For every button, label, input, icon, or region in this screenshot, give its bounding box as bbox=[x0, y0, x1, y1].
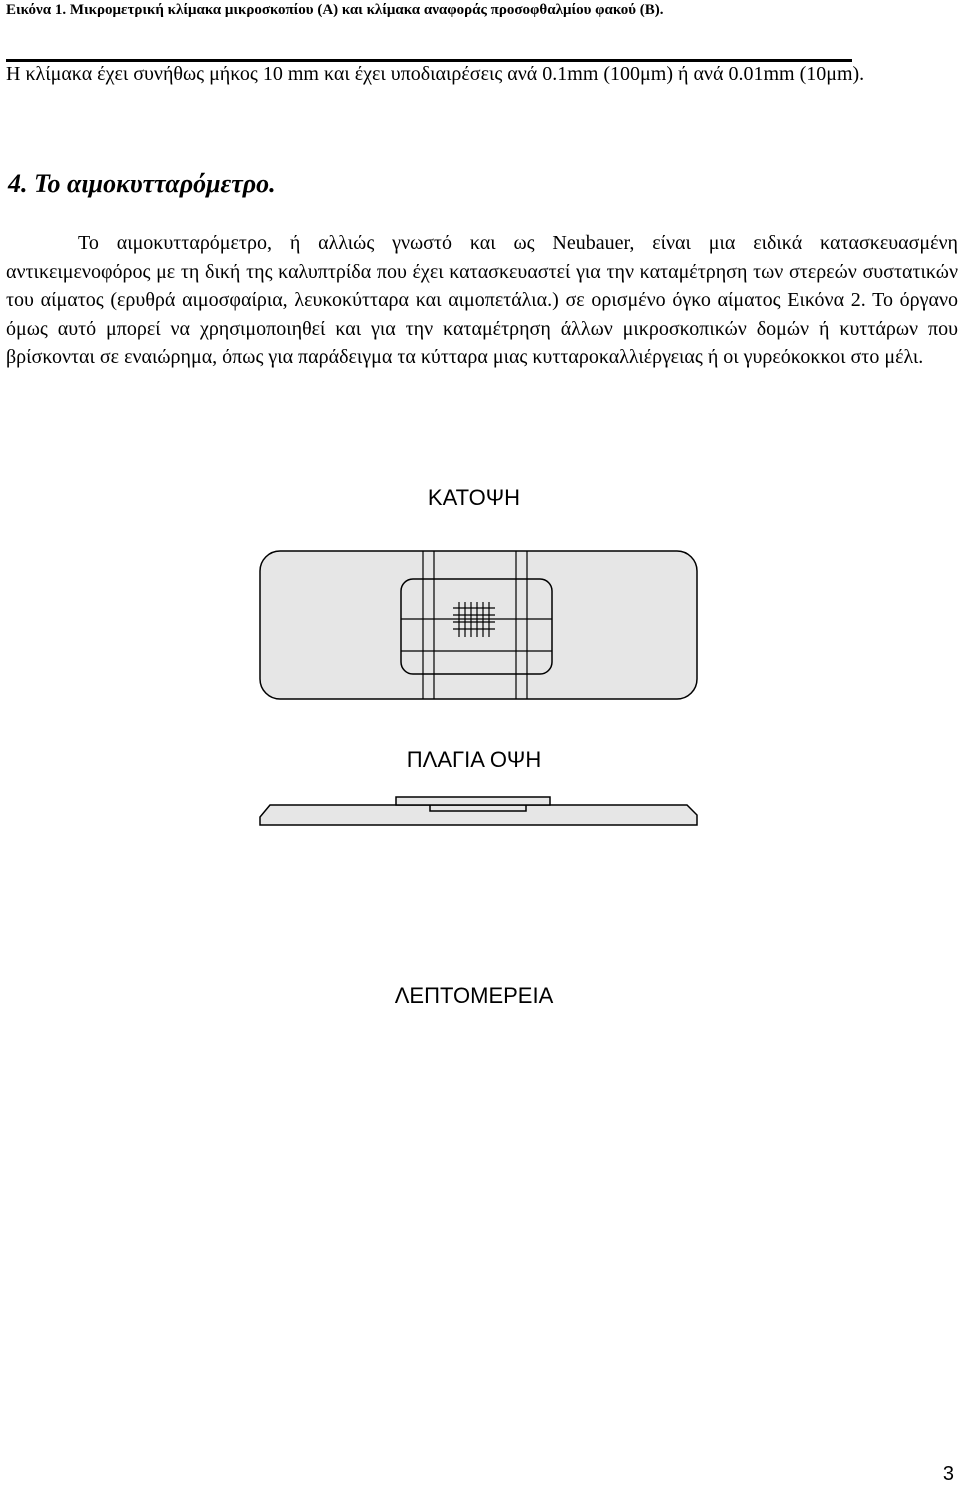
hemocytometer-top-view bbox=[250, 545, 710, 705]
page-number: 3 bbox=[942, 1463, 954, 1485]
section-heading: 4. Το αιμοκυτταρόμετρο. bbox=[8, 169, 276, 198]
hemocytometer-paragraph: Το αιμοκυτταρόμετρο, ή αλλιώς γνωστό και ως Neubauer, είναι μια ειδικά κατασκευασμένη αντικειμενοφόρος με τη δική της καλυπτρίδα που έχει κατασκευαστεί για την καταμέτρηση των στερεών συστατικών του αίματος (ερυθρά αιμοσφαίρια, λευκοκύτταρα και αιμοπετάλια.) σε ορισμένο όγκο αίματος Εικόνα 2. Το όργανο όμως αυτό μπορεί να χρησιμοποιηθεί και για την καταμέτρηση άλλων μικροσκοπικών δομών ή κυττάρων που βρίσκονται σε εναιώρημα, όπως για παράδειγμα τα κύτταρα μιας κυτταροκαλλιέργειας ή οι γυρεόκοκκοι στο μέλι. bbox=[6, 232, 958, 368]
figure-caption: Εικόνα 1. Μικρομετρική κλίμακα μικροσκοπίου (Α) και κλίμακα αναφοράς προσοφθαλμίου φακού (Β). bbox=[6, 2, 664, 18]
scale-description: Η κλίμακα έχει συνήθως μήκος 10 mm και έχει υποδιαιρέσεις ανά 0.1mm (100μm) ή ανά 0.01mm (10μm). bbox=[6, 63, 865, 85]
slide-side bbox=[260, 805, 697, 825]
coverslip-side bbox=[396, 797, 550, 805]
hemocytometer-side-view bbox=[250, 795, 710, 829]
top-view-label: ΚΑΤΟΨΗ bbox=[427, 485, 521, 510]
detail-label: ΛΕΠΤΟΜΕΡΕΙΑ bbox=[394, 983, 554, 1008]
side-view-label: ΠΛΑΓΙΑ ΟΨΗ bbox=[406, 747, 542, 772]
